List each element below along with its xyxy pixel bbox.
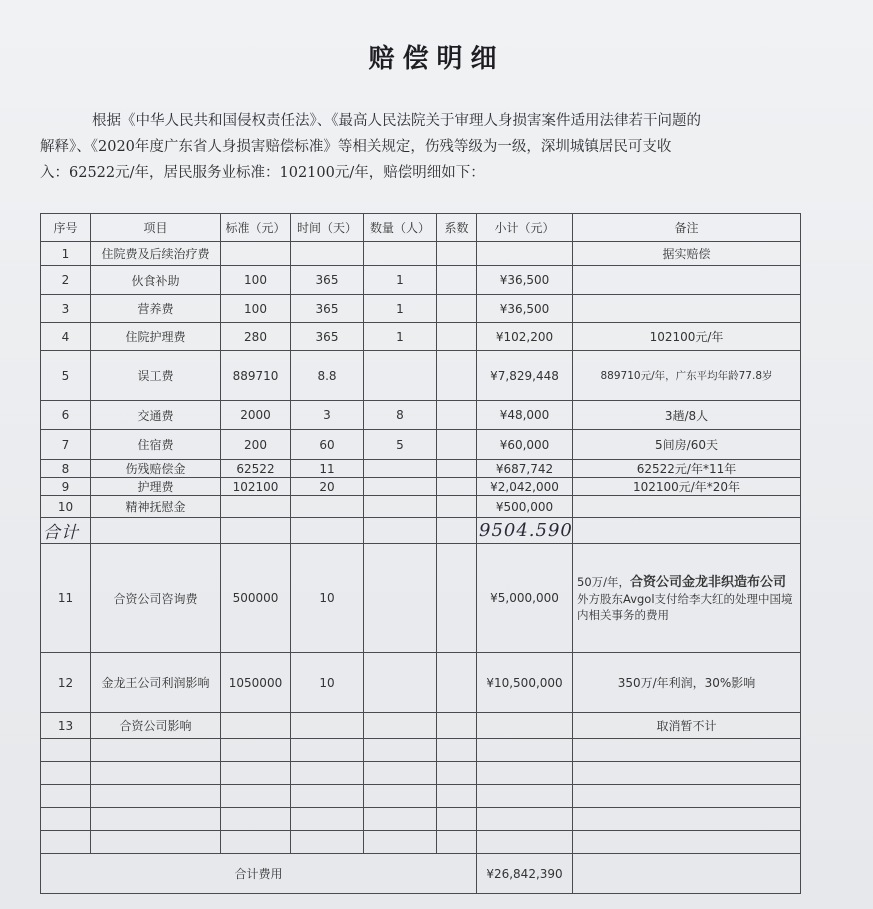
empty-cell bbox=[221, 831, 291, 854]
header-no: 序号 bbox=[41, 214, 91, 242]
empty-cell bbox=[437, 808, 477, 831]
empty-cell bbox=[437, 518, 477, 544]
empty-cell bbox=[573, 854, 801, 894]
blank-row bbox=[41, 808, 801, 831]
cell-note bbox=[573, 266, 801, 295]
empty-cell bbox=[91, 831, 221, 854]
header-quantity: 数量（人） bbox=[364, 214, 437, 242]
cell-no: 12 bbox=[41, 653, 91, 713]
empty-cell bbox=[573, 785, 801, 808]
header-item: 项目 bbox=[91, 214, 221, 242]
cell-no: 10 bbox=[41, 496, 91, 518]
empty-cell bbox=[573, 762, 801, 785]
table-row bbox=[41, 295, 801, 323]
cell-standard: 102100 bbox=[221, 478, 291, 496]
cell-no: 11 bbox=[41, 544, 91, 653]
empty-cell bbox=[41, 831, 91, 854]
cell-quantity: 5 bbox=[364, 430, 437, 460]
empty-cell bbox=[477, 739, 573, 762]
compensation-table bbox=[40, 213, 801, 894]
cell-standard: 100 bbox=[221, 295, 291, 323]
cell-standard: 2000 bbox=[221, 401, 291, 430]
cell-coefficient bbox=[437, 653, 477, 713]
cell-time: 365 bbox=[291, 295, 364, 323]
note-suffix: 外方股东Avgol支付给李大红的处理中国境内相关事务的费用 bbox=[577, 591, 793, 622]
empty-cell bbox=[364, 713, 437, 739]
cell-time: 10 bbox=[291, 544, 364, 653]
empty-cell bbox=[221, 739, 291, 762]
blank-row bbox=[41, 785, 801, 808]
empty-cell bbox=[364, 808, 437, 831]
cell-coefficient bbox=[437, 544, 477, 653]
empty-cell bbox=[364, 739, 437, 762]
empty-cell bbox=[91, 762, 221, 785]
empty-cell bbox=[291, 831, 364, 854]
empty-cell bbox=[573, 518, 801, 544]
cell-standard: 1050000 bbox=[221, 653, 291, 713]
empty-cell bbox=[291, 808, 364, 831]
cell-subtotal: ¥10,500,000 bbox=[477, 653, 573, 713]
table-row bbox=[41, 430, 801, 460]
cell-item: 合资公司咨询费 bbox=[91, 544, 221, 653]
cell-quantity bbox=[364, 653, 437, 713]
empty-cell bbox=[437, 713, 477, 739]
cell-note: 350万/年利润，30%影响 bbox=[573, 653, 801, 713]
cell-subtotal: ¥36,500 bbox=[477, 295, 573, 323]
empty-cell bbox=[91, 739, 221, 762]
cell-quantity bbox=[364, 544, 437, 653]
cell-quantity bbox=[364, 460, 437, 478]
table-row bbox=[41, 478, 801, 496]
header-standard: 标准（元） bbox=[221, 214, 291, 242]
cell-subtotal: ¥48,000 bbox=[477, 401, 573, 430]
cell-coefficient bbox=[437, 295, 477, 323]
empty-cell bbox=[437, 739, 477, 762]
cell-coefficient bbox=[437, 496, 477, 518]
empty-cell bbox=[291, 713, 364, 739]
cell-coefficient bbox=[437, 266, 477, 295]
cell-time: 365 bbox=[291, 323, 364, 351]
cell-coefficient bbox=[437, 323, 477, 351]
empty-cell bbox=[437, 785, 477, 808]
document-title: 赔偿明细 bbox=[368, 44, 505, 74]
empty-cell bbox=[291, 739, 364, 762]
intro-line-2: 解释》、《2020年度广东省人身损害赔偿标准》等相关规定，伤残等级为一级，深圳城镇居民可支收 bbox=[40, 139, 672, 155]
empty-cell bbox=[573, 808, 801, 831]
cell-no: 13 bbox=[41, 713, 91, 739]
handwritten-total-value: 9504.590 bbox=[477, 518, 573, 544]
empty-cell bbox=[477, 713, 573, 739]
cell-no: 6 bbox=[41, 401, 91, 430]
table-row bbox=[41, 401, 801, 430]
table-header-row bbox=[41, 214, 801, 242]
cell-no: 4 bbox=[41, 323, 91, 351]
cell-item: 交通费 bbox=[91, 401, 221, 430]
empty-cell bbox=[364, 762, 437, 785]
total-row bbox=[41, 854, 801, 894]
empty-cell bbox=[221, 762, 291, 785]
cell-time bbox=[291, 242, 364, 266]
cell-item: 住宿费 bbox=[91, 430, 221, 460]
cell-standard: 200 bbox=[221, 430, 291, 460]
empty-cell bbox=[291, 785, 364, 808]
header-coefficient: 系数 bbox=[437, 214, 477, 242]
cell-standard: 889710 bbox=[221, 351, 291, 401]
cell-quantity bbox=[364, 351, 437, 401]
cell-no: 1 bbox=[41, 242, 91, 266]
cell-note: 3趟/8人 bbox=[573, 401, 801, 430]
cell-coefficient bbox=[437, 401, 477, 430]
table-row bbox=[41, 653, 801, 713]
cell-note: 取消暂不计 bbox=[573, 713, 801, 739]
empty-cell bbox=[291, 518, 364, 544]
cell-quantity: 1 bbox=[364, 266, 437, 295]
handwritten-total-row bbox=[41, 518, 801, 544]
blank-row bbox=[41, 739, 801, 762]
cell-item: 住院护理费 bbox=[91, 323, 221, 351]
empty-cell bbox=[91, 785, 221, 808]
cell-item: 营养费 bbox=[91, 295, 221, 323]
cell-note: 据实赔偿 bbox=[573, 242, 801, 266]
empty-cell bbox=[477, 785, 573, 808]
cell-time: 11 bbox=[291, 460, 364, 478]
cell-subtotal bbox=[477, 242, 573, 266]
cell-standard bbox=[221, 496, 291, 518]
note-bold: 合资公司金龙非织造布公司 bbox=[630, 574, 787, 590]
empty-cell bbox=[364, 785, 437, 808]
empty-cell bbox=[91, 808, 221, 831]
note-prefix: 50万/年， bbox=[577, 574, 631, 589]
intro-paragraph bbox=[40, 108, 840, 186]
cell-note bbox=[573, 295, 801, 323]
cell-note: 62522元/年*11年 bbox=[573, 460, 801, 478]
empty-cell bbox=[41, 739, 91, 762]
empty-cell bbox=[41, 785, 91, 808]
empty-cell bbox=[364, 831, 437, 854]
table-row bbox=[41, 266, 801, 295]
cell-coefficient bbox=[437, 351, 477, 401]
header-subtotal: 小计（元） bbox=[477, 214, 573, 242]
cell-quantity bbox=[364, 496, 437, 518]
cell-no: 2 bbox=[41, 266, 91, 295]
empty-cell bbox=[573, 831, 801, 854]
total-label: 合计费用 bbox=[41, 854, 477, 894]
empty-cell bbox=[41, 808, 91, 831]
cell-note bbox=[573, 544, 801, 653]
cell-standard: 62522 bbox=[221, 460, 291, 478]
cell-quantity: 1 bbox=[364, 295, 437, 323]
empty-cell bbox=[364, 518, 437, 544]
empty-cell bbox=[477, 831, 573, 854]
empty-cell bbox=[437, 831, 477, 854]
cell-quantity: 8 bbox=[364, 401, 437, 430]
empty-cell bbox=[437, 762, 477, 785]
table-row bbox=[41, 351, 801, 401]
header-note: 备注 bbox=[573, 214, 801, 242]
header-time: 时间（天） bbox=[291, 214, 364, 242]
cell-quantity bbox=[364, 478, 437, 496]
intro-line-3: 入：62522元/年，居民服务业标准：102100元/年，赔偿明细如下： bbox=[40, 165, 485, 181]
table-row bbox=[41, 460, 801, 478]
cell-item: 伤残赔偿金 bbox=[91, 460, 221, 478]
cell-no: 5 bbox=[41, 351, 91, 401]
cell-coefficient bbox=[437, 478, 477, 496]
cell-time: 365 bbox=[291, 266, 364, 295]
cell-quantity: 1 bbox=[364, 323, 437, 351]
cell-subtotal: ¥60,000 bbox=[477, 430, 573, 460]
handwritten-total-label: 合计 bbox=[41, 518, 91, 544]
cell-standard: 280 bbox=[221, 323, 291, 351]
table-row bbox=[41, 496, 801, 518]
table-row bbox=[41, 323, 801, 351]
cell-item: 住院费及后续治疗费 bbox=[91, 242, 221, 266]
cell-quantity bbox=[364, 242, 437, 266]
cell-item: 合资公司影响 bbox=[91, 713, 221, 739]
empty-cell bbox=[221, 713, 291, 739]
empty-cell bbox=[221, 808, 291, 831]
cell-standard bbox=[221, 242, 291, 266]
cell-note: 102100元/年*20年 bbox=[573, 478, 801, 496]
empty-cell bbox=[221, 518, 291, 544]
cell-subtotal: ¥500,000 bbox=[477, 496, 573, 518]
cell-time: 8.8 bbox=[291, 351, 364, 401]
cell-standard: 100 bbox=[221, 266, 291, 295]
cell-coefficient bbox=[437, 242, 477, 266]
cell-subtotal: ¥36,500 bbox=[477, 266, 573, 295]
cell-time: 3 bbox=[291, 401, 364, 430]
cell-subtotal: ¥687,742 bbox=[477, 460, 573, 478]
cell-item: 误工费 bbox=[91, 351, 221, 401]
cell-time: 20 bbox=[291, 478, 364, 496]
empty-cell bbox=[221, 785, 291, 808]
empty-cell bbox=[477, 808, 573, 831]
table-row bbox=[41, 544, 801, 653]
intro-line-1: 根据《中华人民共和国侵权责任法》、《最高人民法院关于审理人身损害案件适用法律若干问题的 bbox=[92, 113, 701, 129]
cell-coefficient bbox=[437, 460, 477, 478]
cell-no: 9 bbox=[41, 478, 91, 496]
empty-cell bbox=[291, 762, 364, 785]
cell-no: 8 bbox=[41, 460, 91, 478]
empty-cell bbox=[91, 518, 221, 544]
cell-item: 护理费 bbox=[91, 478, 221, 496]
empty-cell bbox=[41, 762, 91, 785]
cell-note: 102100元/年 bbox=[573, 323, 801, 351]
cell-time bbox=[291, 496, 364, 518]
cell-item: 精神抚慰金 bbox=[91, 496, 221, 518]
table-row bbox=[41, 242, 801, 266]
cell-subtotal: ¥5,000,000 bbox=[477, 544, 573, 653]
cell-time: 10 bbox=[291, 653, 364, 713]
cell-note bbox=[573, 496, 801, 518]
cell-no: 3 bbox=[41, 295, 91, 323]
cell-item: 金龙王公司利润影响 bbox=[91, 653, 221, 713]
cell-note: 5间房/60天 bbox=[573, 430, 801, 460]
cell-item: 伙食补助 bbox=[91, 266, 221, 295]
cell-note: 889710元/年，广东平均年龄77.8岁 bbox=[573, 351, 801, 401]
blank-row bbox=[41, 762, 801, 785]
blank-row bbox=[41, 831, 801, 854]
empty-cell bbox=[477, 762, 573, 785]
table-row bbox=[41, 713, 801, 739]
cell-no: 7 bbox=[41, 430, 91, 460]
cell-subtotal: ¥7,829,448 bbox=[477, 351, 573, 401]
cell-subtotal: ¥2,042,000 bbox=[477, 478, 573, 496]
total-value: ¥26,842,390 bbox=[477, 854, 573, 894]
cell-standard: 500000 bbox=[221, 544, 291, 653]
cell-time: 60 bbox=[291, 430, 364, 460]
empty-cell bbox=[573, 739, 801, 762]
cell-subtotal: ¥102,200 bbox=[477, 323, 573, 351]
cell-coefficient bbox=[437, 430, 477, 460]
